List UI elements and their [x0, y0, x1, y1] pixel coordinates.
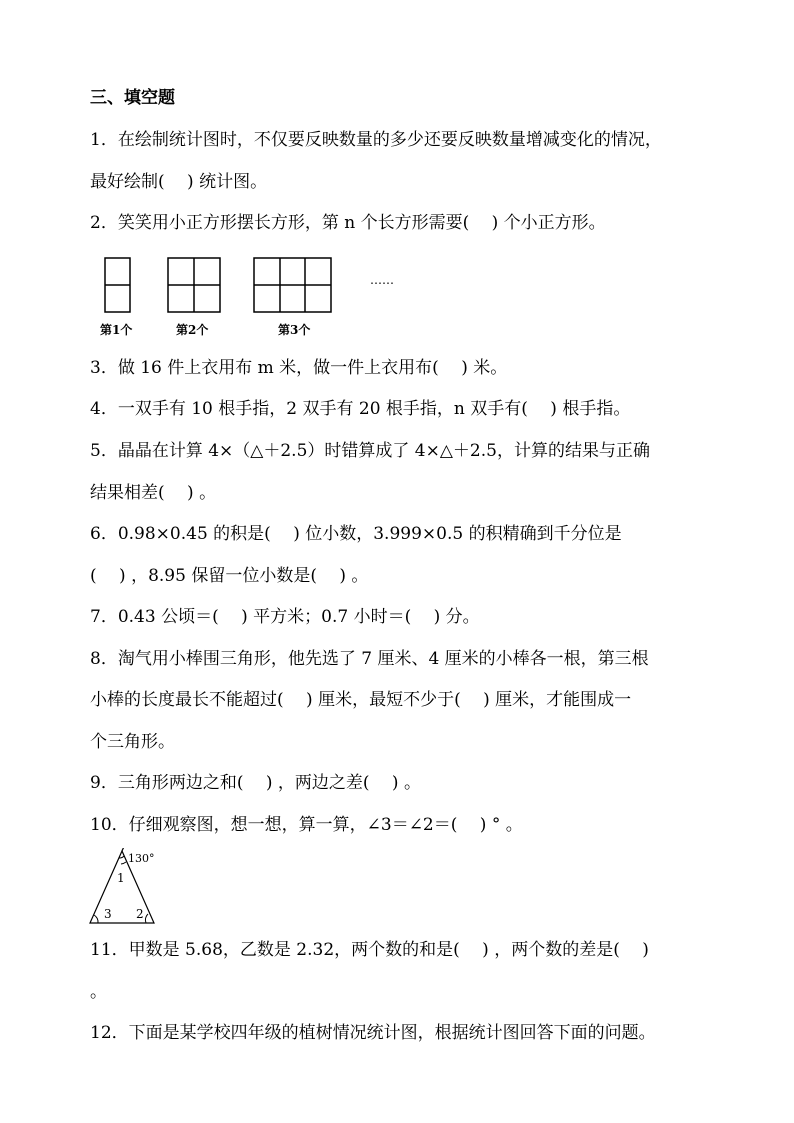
pattern-ellipsis: ……: [370, 273, 394, 287]
question-8-line-1: 8．淘气用小棒围三角形，他先选了 7 厘米、4 厘米的小棒各一根，第三根: [90, 649, 649, 669]
question-6-line-2: ( ) ，8.95 保留一位小数是( ) 。: [90, 566, 369, 586]
question-1-line-2: 最好绘制( ) 统计图。: [90, 172, 268, 192]
question-9-line-1: 9．三角形两边之和( ) ，两边之差( ) 。: [90, 773, 421, 793]
question-2-line-1: 2．笑笑用小正方形摆长方形，第 n 个长方形需要( ) 个小正方形。: [90, 213, 606, 233]
section-title: 三、填空题: [90, 88, 175, 108]
question-11-line-1: 11．甲数是 5.68，乙数是 2.32，两个数的和是( ) ，两个数的差是( ): [90, 940, 649, 960]
angle-1-label: 1: [117, 871, 125, 885]
triangle-svg: [86, 848, 176, 928]
question-5-line-2: 结果相差( ) 。: [90, 483, 217, 503]
figure-2-label: 第2个: [176, 323, 209, 337]
angle-3-label: 3: [104, 907, 112, 921]
rectangle-pattern-figure: [100, 255, 420, 345]
question-8-line-2: 小棒的长度最长不能超过( ) 厘米，最短不少于( ) 厘米，才能围成一: [90, 690, 632, 710]
question-11-line-2: 。: [90, 982, 107, 1002]
figure-3-label: 第3个: [278, 323, 311, 337]
question-10-line-1: 10．仔细观察图，想一想，算一算，∠3＝∠2＝( ) ° 。: [90, 815, 523, 835]
question-8-line-3: 个三角形。: [90, 732, 175, 752]
question-1-line-1: 1．在绘制统计图时，不仅要反映数量的多少还要反映数量增减变化的情况，: [90, 130, 662, 150]
question-5-line-1: 5．晶晶在计算 4×（△＋2.5）时错算成了 4×△＋2.5，计算的结果与正确: [90, 441, 650, 461]
figure-1-label: 第1个: [100, 323, 133, 337]
angle-2-label: 2: [136, 907, 144, 921]
question-3-line-1: 3．做 16 件上衣用布 m 米，做一件上衣用布( ) 米。: [90, 358, 508, 378]
question-12-line-1: 12．下面是某学校四年级的植树情况统计图，根据统计图回答下面的问题。: [90, 1023, 656, 1043]
question-6-line-1: 6．0.98×0.45 的积是( ) 位小数，3.999×0.5 的积精确到千分位是: [90, 524, 622, 544]
question-4-line-1: 4．一双手有 10 根手指，2 双手有 20 根手指，n 双手有( ) 根手指。: [90, 399, 631, 419]
question-7-line-1: 7．0.43 公顷＝( ) 平方米；0.7 小时＝( ) 分。: [90, 607, 480, 627]
exterior-angle-label: 130°: [128, 852, 155, 865]
triangle-figure: [86, 848, 176, 928]
